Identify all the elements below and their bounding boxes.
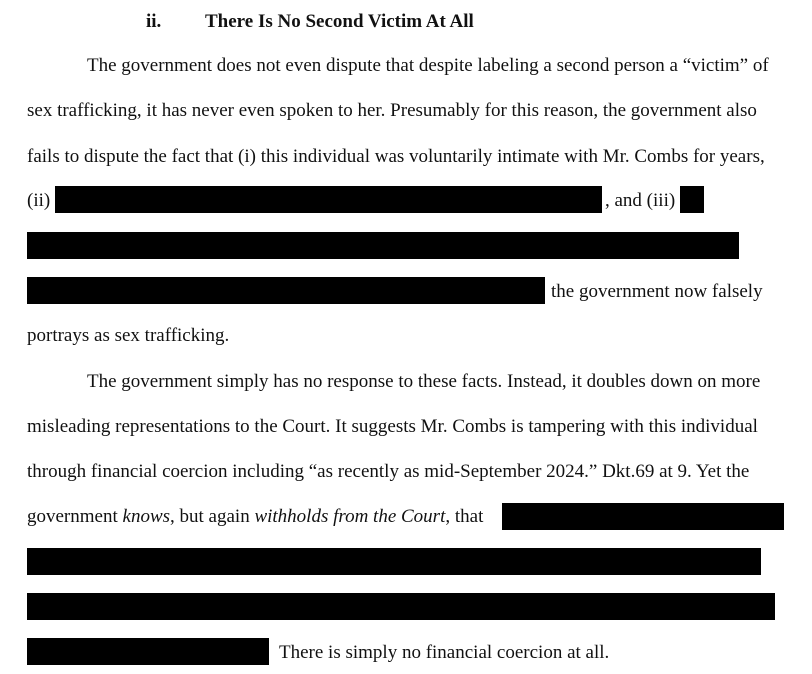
paragraph2-line3: through financial coercion including “as recently as mid-September 2024.” Dkt.69 at 9. Yet the [27, 461, 750, 482]
emphasis-withholds: withholds from the Court [254, 506, 446, 527]
text-segment: government [27, 506, 123, 527]
paragraph1-line7: portrays as sex trafficking. [27, 325, 230, 346]
paragraph2-line4 [27, 505, 483, 529]
paragraph2-line8: There is simply no financial coercion at all. [279, 642, 610, 663]
paragraph2-line2: misleading representations to the Court. It suggests Mr. Combs is tampering with this individual [27, 416, 758, 437]
redaction-bar [55, 186, 602, 213]
redaction-bar [680, 186, 704, 213]
emphasis-knows: knows [122, 506, 171, 527]
redaction-bar [502, 503, 784, 530]
redaction-bar [27, 232, 739, 259]
section-number: ii. [146, 11, 162, 32]
text-segment: , but again [170, 506, 255, 527]
paragraph1-line1: The government does not even dispute that despite labeling a second person a “victim” of [87, 55, 769, 76]
redaction-bar [27, 277, 545, 304]
redaction-bar [27, 593, 775, 620]
paragraph1-line4-start: (ii) [27, 190, 51, 211]
paragraph1-line3: fails to dispute the fact that (i) this individual was voluntarily intimate with Mr. Combs for years, [27, 146, 765, 167]
redaction-bar [27, 548, 761, 575]
redaction-bar [27, 638, 269, 665]
paragraph1-line6: the government now falsely [551, 281, 763, 302]
section-heading [146, 11, 474, 33]
paragraph1-line4-end: , and (iii) [605, 190, 676, 211]
text-segment: , that [445, 506, 484, 527]
paragraph1-line2: sex trafficking, it has never even spoken to her. Presumably for this reason, the government also [27, 100, 757, 121]
section-title: There Is No Second Victim At All [205, 11, 474, 32]
paragraph2-line1: The government simply has no response to these facts. Instead, it doubles down on more [87, 371, 761, 392]
